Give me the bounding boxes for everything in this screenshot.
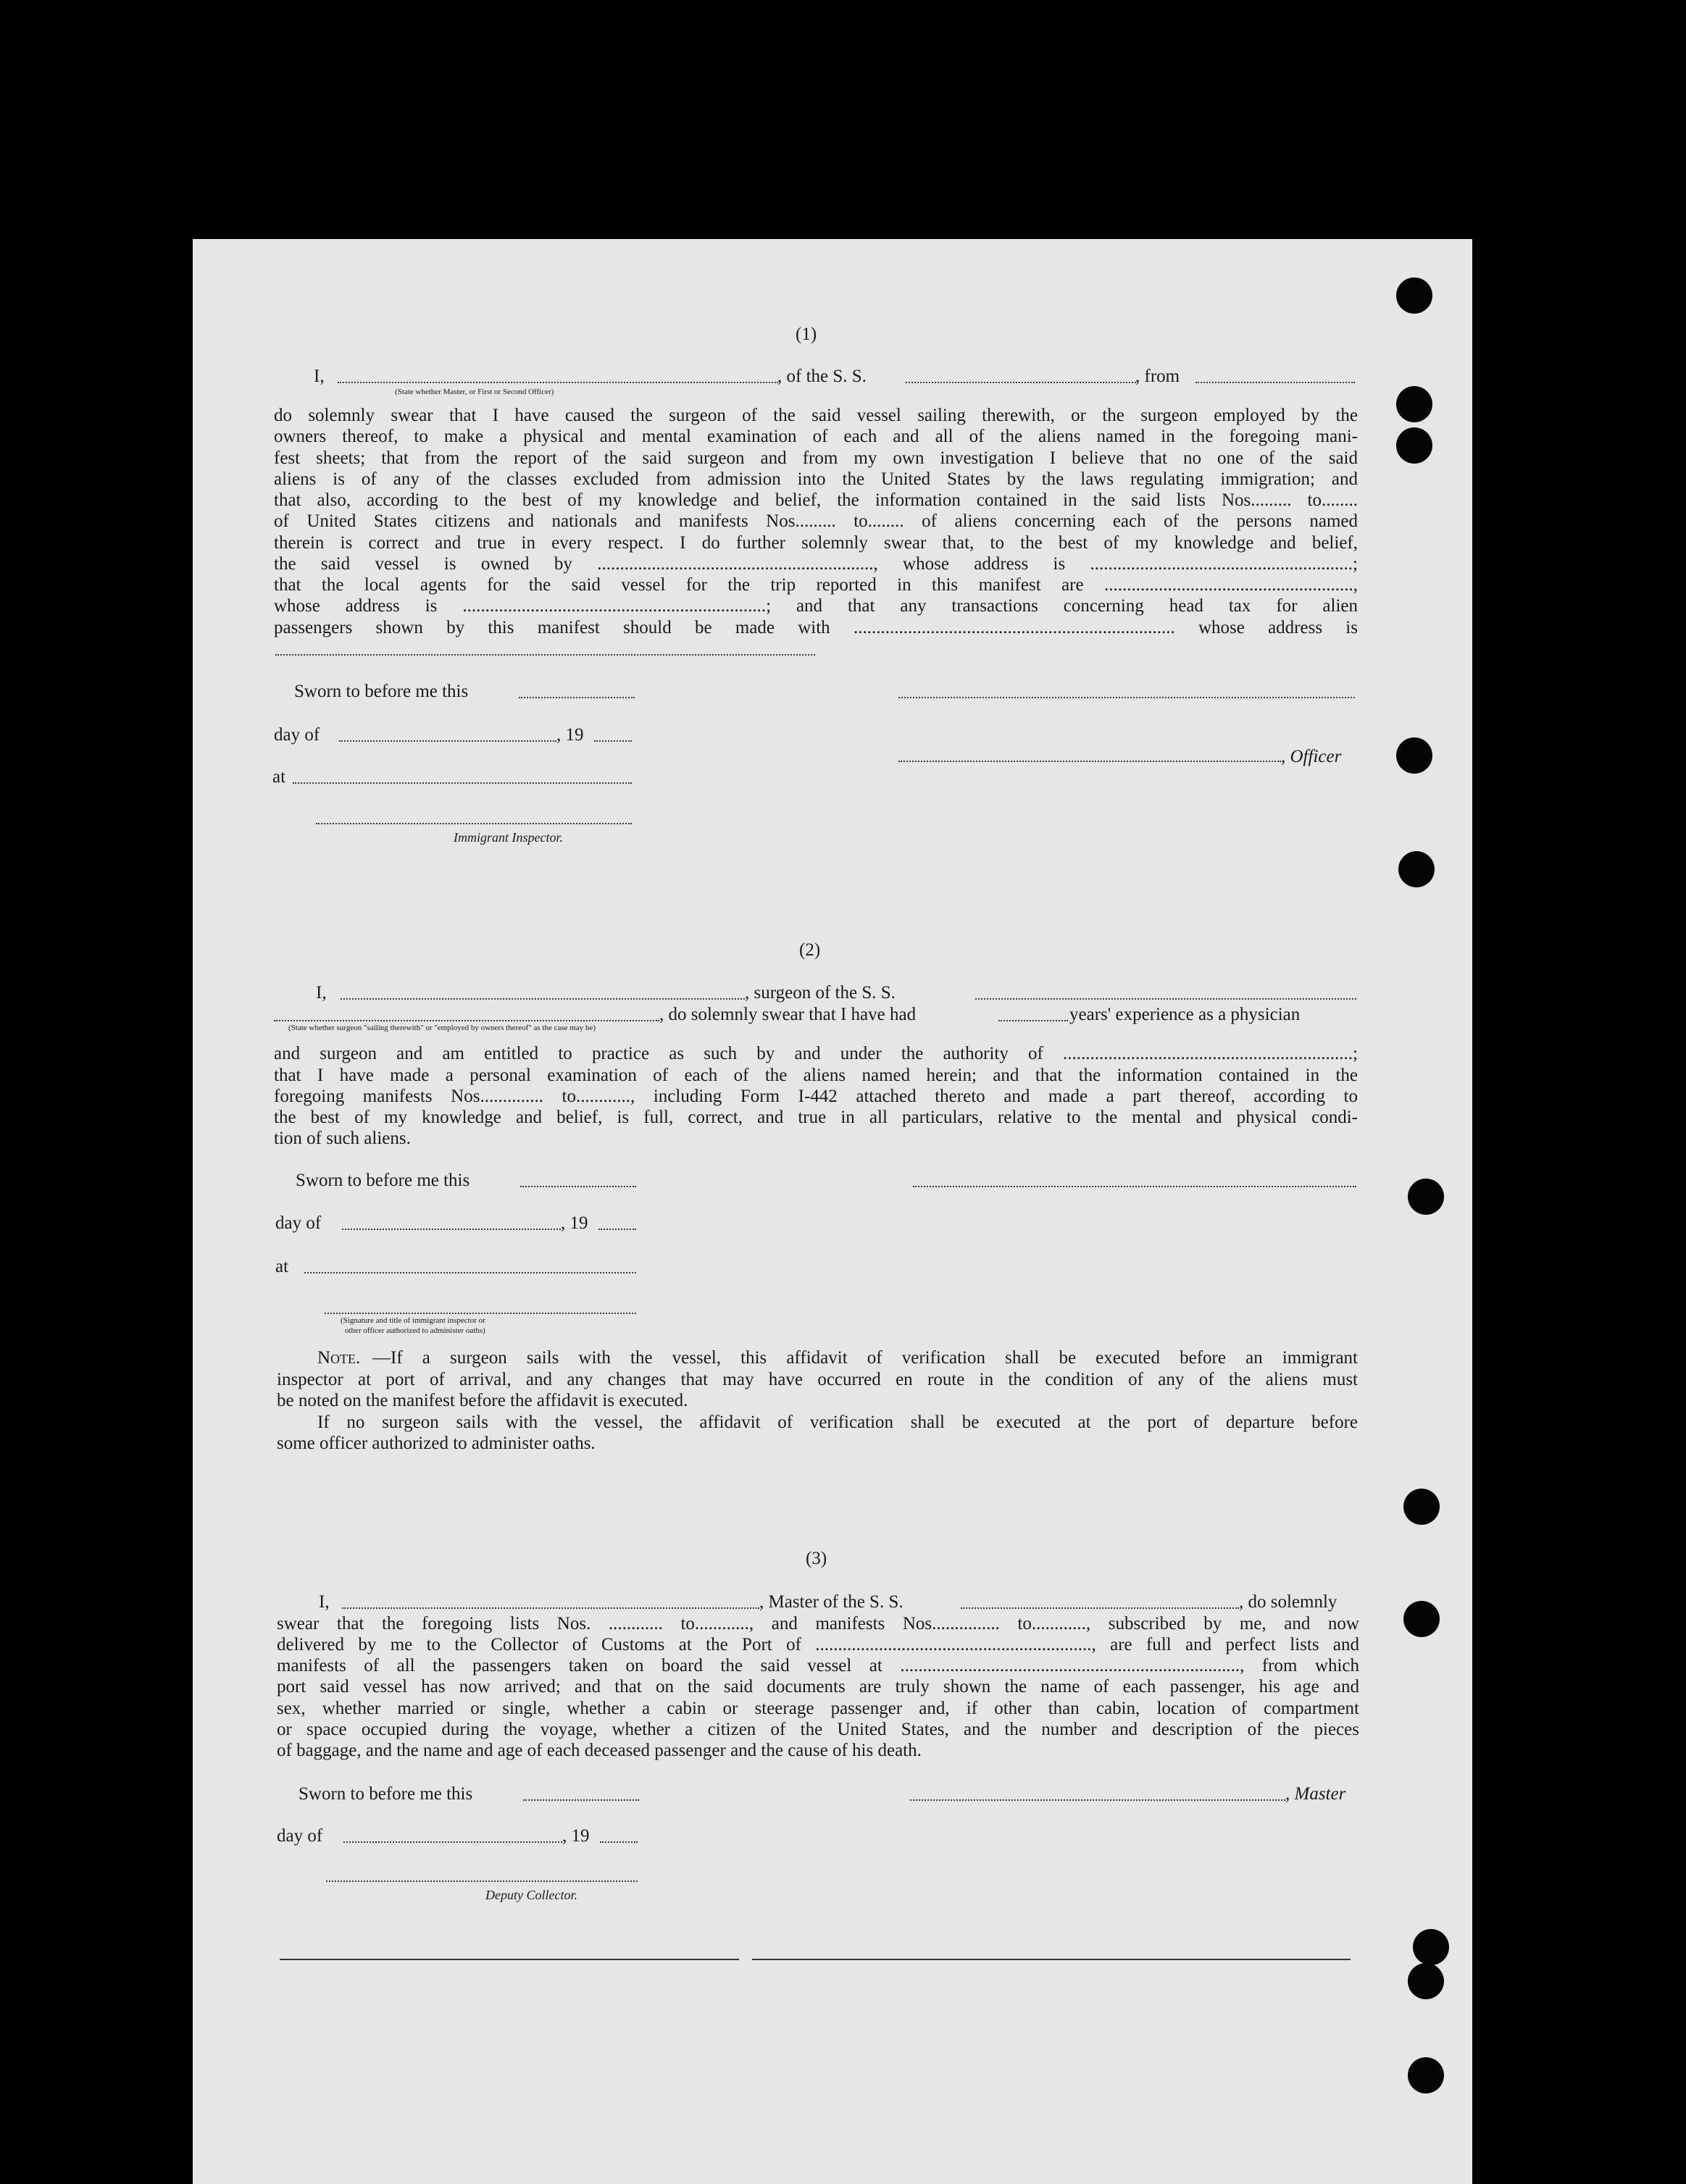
s1-year-label: , 19: [556, 725, 584, 745]
s1-dayof-label: day of: [274, 725, 320, 745]
s1-text-line: of United States citizens and nationals and manifests Nos......... to........ of aliens concerning each of the persons named: [274, 511, 1358, 531]
s3-year-label: , 19: [562, 1826, 590, 1846]
s1-i: I,: [314, 367, 325, 386]
s2-surgeon-of-ss: , surgeon of the S. S.: [745, 983, 896, 1003]
s2-note-last: be noted on the manifest before the affidavit is executed.: [277, 1391, 688, 1410]
s3-name-blank: [342, 1607, 759, 1609]
bottom-rule: [752, 1959, 1351, 1960]
s1-from: , from: [1135, 367, 1180, 386]
s1-text-line: owners thereof, to make a physical and mental examination of each and all of the aliens named in the foregoing mani-: [274, 427, 1358, 446]
section-1-heading: (1): [796, 325, 817, 344]
s2-at-blank: [304, 1272, 636, 1273]
s2-sworn-label: Sworn to before me this: [296, 1171, 470, 1190]
s1-officer-signature-line: [898, 697, 1355, 698]
s3-deputy-signature-line: [326, 1880, 638, 1882]
s1-text-line: that also, according to the best of my knowledge and belief, the information contained in the said lists Nos......... to........: [274, 490, 1358, 510]
s1-text-line: therein is correct and true in every respect. I do further solemnly swear that, to the best of my knowledge and belief,: [274, 533, 1358, 553]
s1-inspector-signature-line: [316, 823, 632, 824]
punch-hole: [1403, 1489, 1440, 1525]
s1-text-line: fest sheets; that from the report of the said surgeon and from my own investigation I believe that no one of the said: [274, 448, 1358, 468]
s3-master-signature-line: [910, 1799, 1285, 1801]
punch-hole: [1396, 427, 1432, 464]
s1-text-line: do solemnly swear that I have caused the surgeon of the said vessel sailing therewith, or the surgeon employed by the: [274, 406, 1358, 425]
s1-day-blank: [339, 740, 556, 742]
s2-inspector-caption: (Signature and title of immigrant inspector or: [341, 1316, 485, 1325]
s3-text-line: delivered by me to the Collector of Customs at the Port of ............................................................., are full and perfect lists and: [277, 1635, 1359, 1654]
s3-text-line: swear that the foregoing lists Nos. ............ to............, and manifests Nos............... to............, subscribed by me, and now: [277, 1614, 1359, 1633]
s2-note2-last: some officer authorized to administer oaths.: [277, 1434, 596, 1453]
s2-year-label: , 19: [561, 1213, 588, 1233]
s3-i: I,: [319, 1592, 330, 1612]
s3-do-solemnly: , do solemnly: [1239, 1592, 1337, 1612]
s2-text-line: foregoing manifests Nos.............. to............, including Form I-442 attached thereto and made a part thereof, according to: [274, 1087, 1358, 1106]
s3-text-last: of baggage, and the name and age of each deceased passenger and the cause of his death.: [277, 1741, 922, 1760]
s3-sworn-label: Sworn to before me this: [299, 1784, 473, 1804]
section-2-heading: (2): [799, 940, 821, 960]
s1-at-blank: [293, 782, 632, 784]
s2-capacity-caption: (State whether surgeon "sailing therewith" or "employed by owners thereof" as the case may be): [288, 1024, 596, 1032]
s2-note-label: Note.: [317, 1348, 361, 1368]
s3-master-label: , Master: [1285, 1784, 1346, 1804]
punch-hole: [1408, 1179, 1444, 1215]
punch-hole: [1396, 277, 1432, 314]
s1-text-line: passengers shown by this manifest should be made with ....................................................................... whose address is: [274, 618, 1358, 637]
s2-inspector-caption: other officer authorized to administer oaths): [345, 1326, 485, 1335]
s1-inspector-label: Immigrant Inspector.: [454, 830, 563, 845]
s1-text-line: whose address is ...................................................................; and that any transactions concerning head tax for alien: [274, 596, 1358, 616]
s3-year-blank: [600, 1841, 638, 1843]
s1-rank-caption: (State whether Master, or First or Second Officer): [395, 388, 554, 396]
s1-at-label: at: [272, 767, 286, 787]
s3-text-line: or space occupied during the voyage, whether a citizen of the United States, and the number and description of the pieces: [277, 1720, 1359, 1739]
s2-at-label: at: [275, 1257, 289, 1276]
s1-officer-blank: [898, 761, 1281, 762]
s2-years-blank: [998, 1020, 1068, 1021]
s1-rank-blank: [338, 382, 778, 383]
s3-master-of-ss: , Master of the S. S.: [759, 1592, 903, 1612]
s3-ship-blank: [961, 1607, 1239, 1609]
s1-of-ss: , of the S. S.: [777, 367, 867, 386]
s3-deputy-label: Deputy Collector.: [485, 1888, 577, 1902]
s1-year-blank: [594, 740, 632, 742]
s2-text-line: and surgeon and am entitled to practice as such by and under the authority of ................................................................;: [274, 1044, 1358, 1063]
s1-address-blank: [275, 654, 815, 656]
s2-text-last: tion of such aliens.: [274, 1129, 411, 1148]
s1-text-line: aliens is of any of the classes excluded from admission into the United States by the laws regulating immigration; and: [274, 469, 1358, 489]
s1-text-line: that the local agents for the said vessel for the trip reported in this manifest are .......................................................,: [274, 575, 1358, 595]
s1-sworn-blank: [519, 697, 635, 698]
s2-ship-blank: [975, 998, 1356, 1000]
s2-note2-line: If no surgeon sails with the vessel, the affidavit of verification shall be executed at the port of departure before: [317, 1413, 1358, 1432]
s2-dayof-label: day of: [275, 1213, 322, 1233]
s2-text-line: the best of my knowledge and belief, is full, correct, and true in all particulars, relative to the mental and physical condi-: [274, 1108, 1358, 1127]
punch-hole: [1403, 1601, 1440, 1637]
s1-officer-label: , Officer: [1281, 747, 1342, 766]
s3-dayof-label: day of: [277, 1826, 323, 1846]
punch-hole: [1398, 851, 1435, 887]
s1-text-line: the said vessel is owned by ............................................................., whose address is ..........................................................;: [274, 554, 1358, 574]
section-3-heading: (3): [806, 1549, 827, 1568]
s3-day-blank: [343, 1841, 562, 1843]
s2-name-blank: [341, 998, 745, 1000]
s2-signature-line: [913, 1186, 1356, 1187]
s2-text-line: that I have made a personal examination of each of the aliens named herein; and that the information contained in the: [274, 1066, 1358, 1085]
bottom-rule: [280, 1959, 739, 1960]
s1-sworn-label: Sworn to before me this: [294, 682, 469, 701]
s3-text-line: manifests of all the passengers taken on board the said vessel at ..........................................................................., from which: [277, 1656, 1359, 1675]
punch-hole: [1396, 386, 1432, 422]
s2-note-line: inspector at port of arrival, and any changes that may have occurred en route in the condition of any of the aliens must: [277, 1370, 1358, 1389]
s3-text-line: port said vessel has now arrived; and that on the said documents are truly shown the name of each passenger, his age and: [277, 1677, 1359, 1696]
punch-hole: [1413, 1929, 1449, 1965]
s2-inspector-signature-line: [325, 1313, 636, 1314]
s1-ship-blank: [906, 382, 1136, 383]
s2-day-blank: [342, 1229, 561, 1230]
s2-note-line: —If a surgeon sails with the vessel, this affidavit of verification shall be executed before an immigrant: [372, 1348, 1358, 1368]
punch-hole: [1396, 737, 1432, 774]
s1-from-blank: [1195, 382, 1355, 383]
s3-text-line: sex, whether married or single, whether a cabin or steerage passenger and, if other than cabin, location of compartment: [277, 1699, 1359, 1718]
s2-i: I,: [316, 983, 327, 1003]
s2-sworn-blank: [520, 1186, 636, 1187]
s2-solemnly-swear: , do solemnly swear that I have had: [659, 1005, 917, 1024]
s3-sworn-blank: [523, 1799, 639, 1801]
s2-capacity-blank: [274, 1020, 659, 1021]
punch-hole: [1408, 2057, 1444, 2093]
punch-hole: [1408, 1963, 1444, 1999]
s2-year-blank: [598, 1229, 636, 1230]
s2-years-experience: years' experience as a physician: [1069, 1005, 1301, 1024]
